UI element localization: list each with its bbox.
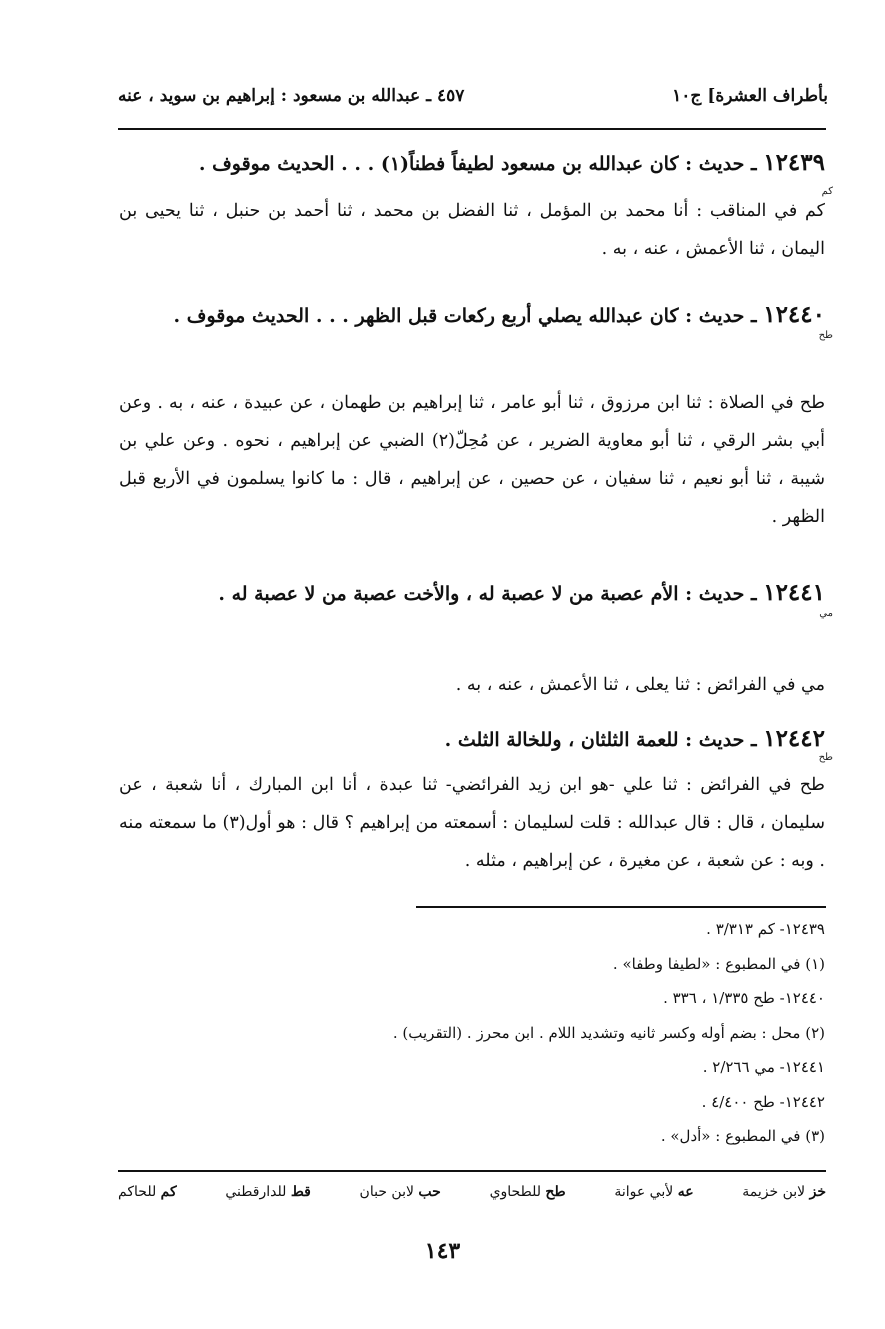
- entry-title: [119, 296, 825, 335]
- footnote-line: (٢) محل : بضم أوله وكسر ثانيه وتشديد اللام . ابن محرز . (التقريب) .: [392, 1023, 825, 1042]
- running-header: [118, 82, 828, 116]
- entry-title: [119, 144, 825, 183]
- abbreviation-code: حب: [418, 1184, 441, 1200]
- abbreviation-name: لأبي عوانة: [614, 1184, 674, 1200]
- entry-title-text: ـ حديث : الأم عصبة من لا عصبة له ، والأخت عصبة من لا عصبة له .: [218, 583, 764, 605]
- entry-title: [119, 720, 825, 759]
- abbreviation-code: خز: [809, 1184, 826, 1200]
- entry-title-text: ـ حديث : كان عبدالله يصلي أربع ركعات قبل الظهر . . . الحديث موقوف .: [173, 305, 764, 327]
- abbreviation-item: [490, 1184, 566, 1200]
- abbreviation-name: لابن خزيمة: [742, 1184, 806, 1200]
- footnote-rule: [416, 906, 826, 908]
- entry-body: مي في الفرائض : ثنا يعلى ، ثنا الأعمش ، عنه ، به .: [455, 675, 825, 695]
- abbreviation-item: [614, 1184, 693, 1200]
- header-rule: [118, 128, 826, 130]
- entry-number: ١٢٤٤٢: [763, 725, 825, 752]
- entry-number: ١٢٤٣٩: [763, 149, 825, 176]
- margin-siglum: طح: [818, 752, 833, 763]
- abbreviations-key: [118, 1184, 826, 1200]
- entry-number: ١٢٤٤١: [763, 579, 825, 606]
- entry-title-text: ـ حديث : للعمة الثلثان ، وللخالة الثلث .: [444, 729, 764, 751]
- abbreviation-name: لابن حبان: [359, 1184, 414, 1200]
- margin-siglum: مي: [819, 608, 833, 619]
- abbreviation-item: [225, 1184, 310, 1200]
- entry-title-text: ـ حديث : كان عبدالله بن مسعود لطيفاً فطناً(١) . . . الحديث موقوف .: [198, 153, 764, 175]
- footer-rule: [118, 1170, 826, 1172]
- abbreviation-name: للدارقطني: [225, 1184, 287, 1200]
- footnote-line: ١٢٤٤٢- طح ٤/٤٠٠ .: [701, 1092, 825, 1111]
- abbreviation-code: كم: [160, 1184, 177, 1200]
- abbreviation-name: للحاكم: [118, 1184, 157, 1200]
- entry-number: ١٢٤٤٠: [763, 301, 825, 328]
- margin-siglum: كم: [821, 186, 833, 197]
- entry-body: طح في الصلاة : ثنا ابن مرزوق ، ثنا أبو عامر ، ثنا إبراهيم بن طهمان ، عن عبيدة ، عنه ، به . وعن أبي بشر الرقي ، ثنا أبو معاوية الضرير ، عن مُحِلّ(٢) الضبي عن إبراهيم ، نحوه . وعن علي بن شيبة ، ثنا أبو نعيم ، ثنا سفيان ، عن حصين ، عن إبراهيم ، قال : ما كانوا يسلمون في الأربع قبل الظهر .: [119, 393, 825, 527]
- entry-body: طح في الفرائض : ثنا علي -هو ابن زيد الفرائضي- ثنا عبدة ، أنا ابن المبارك ، أنا شعبة ، عن سليمان ، قال : قال عبدالله : قلت لسليمان : أسمعته من إبراهيم ؟ قال : هو أول(٣) ما سمعته منه . وبه : عن شعبة ، عن مغيرة ، عن إبراهيم ، مثله .: [119, 775, 825, 871]
- footnote-line: ١٢٤٤٠- طح ١/٣٣٥ ، ٣٣٦ .: [663, 989, 825, 1007]
- abbreviation-item: [118, 1184, 177, 1200]
- header-book-title: بأطراف العشرة] ج١٠: [672, 86, 828, 106]
- abbreviation-code: طح: [545, 1184, 566, 1200]
- entry-body: كم في المناقب : أنا محمد بن المؤمل ، ثنا الفضل بن محمد ، ثنا أحمد بن حنبل ، ثنا يحيى بن اليمان ، ثنا الأعمش ، عنه ، به .: [119, 201, 825, 259]
- abbreviation-item: [360, 1184, 441, 1200]
- abbreviation-code: قط: [290, 1184, 311, 1200]
- abbreviation-code: عه: [677, 1184, 694, 1200]
- entry-title: [119, 574, 825, 613]
- header-section-title: ٤٥٧ ـ عبدالله بن مسعود : إبراهيم بن سويد ، عنه: [118, 86, 465, 106]
- abbreviation-name: للطحاوي: [489, 1184, 541, 1200]
- page-number: ١٤٣: [424, 1238, 461, 1264]
- margin-siglum: طح: [818, 330, 833, 341]
- footnote-line: (١) في المطبوع : «لطيفا وطفا» .: [612, 954, 825, 973]
- footnotes: [265, 912, 825, 1154]
- abbreviation-item: [742, 1184, 826, 1200]
- footnote-line: ١٢٤٣٩- كم ٣/٣١٣ .: [706, 920, 825, 938]
- footnote-line: ١٢٤٤١- مي ٢/٢٦٦ .: [702, 1058, 825, 1076]
- footnote-line: (٣) في المطبوع : «أدل» .: [660, 1127, 825, 1145]
